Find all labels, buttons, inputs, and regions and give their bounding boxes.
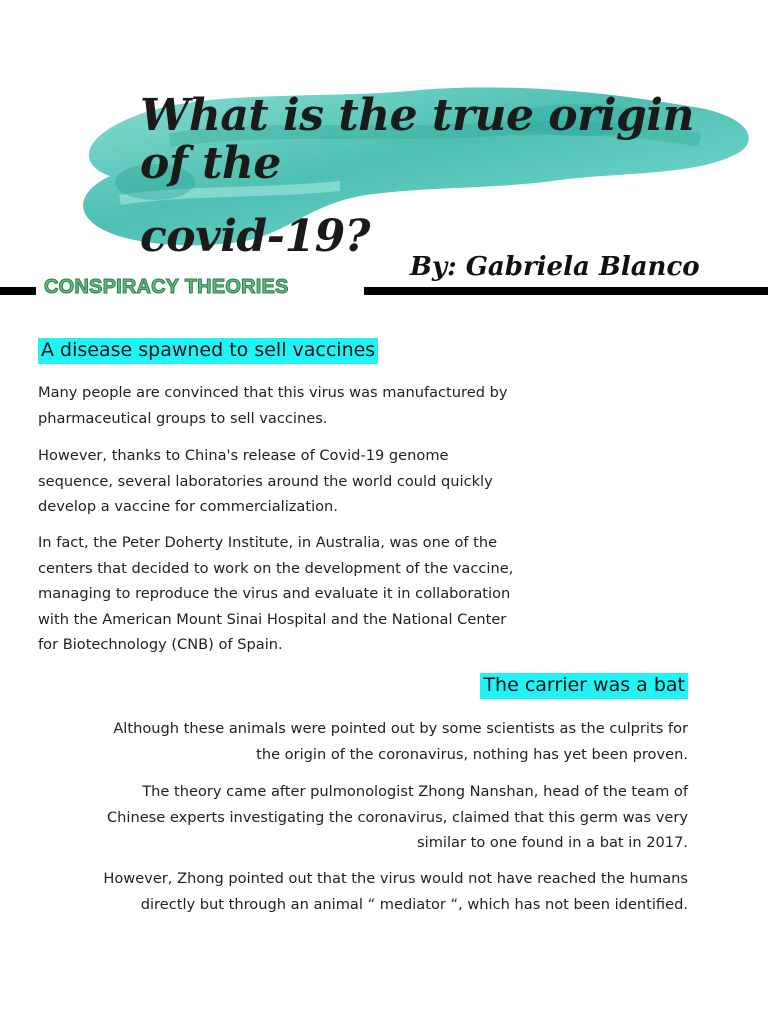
paragraph: Although these animals were pointed out by some scientists as the culprits for the origin of the coronavirus, nothing has yet been proven. (113, 720, 688, 763)
title-line-1: What is the true origin of the (140, 90, 695, 189)
divider-right (364, 287, 768, 295)
paragraph: However, thanks to China's release of Covid-19 genome sequence, several laboratories around the world could quickly develop a vaccine for commercialization. (38, 447, 493, 515)
paragraph: In fact, the Peter Doherty Institute, in Australia, was one of the centers that decided to work on the development of the vaccine, managing to reproduce the virus and evaluate it in collaboration with the American Mount Sinai Hospital and the National Center for Biotechnology (CNB) of Spain. (38, 534, 514, 653)
paragraph: The theory came after pulmonologist Zhong Nanshan, head of the team of Chinese experts investigating the coronavirus, claimed that this germ was very similar to one found in a bat in 2017. (106, 783, 688, 851)
document-title (140, 92, 740, 261)
title-line-2: covid-19? (140, 211, 370, 263)
paragraph: Many people are convinced that this virus was manufactured by pharmaceutical groups to sell vaccines. (38, 384, 508, 427)
author-byline: By: Gabriela Blanco (410, 252, 700, 282)
divider-left (0, 287, 36, 295)
paragraph: However, Zhong pointed out that the virus would not have reached the humans directly but through an animal “ mediator “, which has not been identified. (103, 870, 688, 913)
section-label: CONSPIRACY THEORIES (44, 276, 289, 298)
section-heading-bat: The carrier was a bat (480, 673, 688, 699)
section-heading-vaccines: A disease spawned to sell vaccines (38, 338, 378, 364)
